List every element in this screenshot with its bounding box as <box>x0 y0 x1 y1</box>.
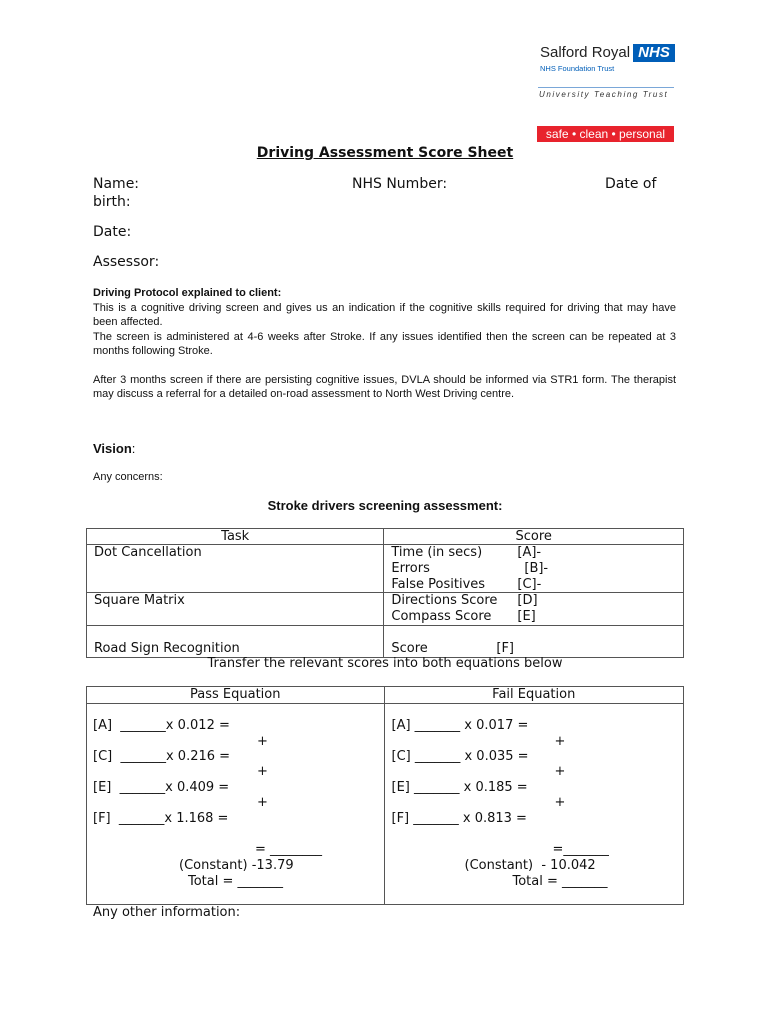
score-column-header: Score <box>384 529 684 545</box>
fail-total: Total = _______ <box>512 874 608 889</box>
score-code: [B]- <box>524 560 549 576</box>
table-row <box>87 593 684 626</box>
score-label: Directions Score <box>391 593 498 609</box>
teaching-trust-label: University Teaching Trust <box>539 90 669 99</box>
score-code: [D] <box>517 593 538 609</box>
date-field-label: Date: <box>93 224 132 240</box>
dob-field-label-cont: birth: <box>93 194 131 210</box>
foundation-trust-label: NHS Foundation Trust <box>540 64 615 73</box>
fail-equation-header: Fail Equation <box>384 687 684 704</box>
logo-divider <box>538 87 674 88</box>
transfer-instructions: Transfer the relevant scores into both equations below <box>207 656 563 671</box>
score-cell <box>384 593 684 626</box>
task-cell: Road Sign Recognition <box>87 625 384 657</box>
protocol-paragraph-2: The screen is administered at 4-6 weeks after Stroke. If any issues identified then the screen can be repeated at 3 months following Stroke. <box>93 330 676 357</box>
pass-line-a: [A] _______x 0.012 = <box>93 718 230 733</box>
pass-equation-cell <box>87 704 385 905</box>
fail-line-f: [F] _______ x 0.813 = <box>391 811 527 826</box>
fail-line-a: [A] _______ x 0.017 = <box>391 718 529 733</box>
score-code: [F] <box>496 640 514 656</box>
dob-field-label: Date of <box>605 176 657 192</box>
fail-constant: (Constant) - 10.042 <box>464 858 596 873</box>
other-information-label: Any other information: <box>93 905 241 920</box>
fail-line-e: [E] _______ x 0.185 = <box>391 780 528 795</box>
fail-line-c: [C] _______ x 0.035 = <box>391 749 529 764</box>
assessor-field-label: Assessor: <box>93 254 160 270</box>
table-row <box>87 545 684 593</box>
pass-sum-line: = ________ <box>255 842 323 857</box>
plus-sign: + <box>257 795 268 810</box>
vision-label <box>93 441 135 456</box>
pass-line-e: [E] _______x 0.409 = <box>93 780 230 795</box>
task-cell: Square Matrix <box>87 593 384 626</box>
table-row <box>87 625 684 657</box>
concerns-label: Any concerns: <box>93 471 163 483</box>
protocol-paragraph-1: This is a cognitive driving screen and gives us an indication if the cognitive skills required for driving that may have been affected. <box>93 301 676 328</box>
plus-sign: + <box>257 764 268 779</box>
table-header-row <box>87 529 684 545</box>
pass-line-c: [C] _______x 0.216 = <box>93 749 231 764</box>
pass-constant: (Constant) -13.79 <box>179 858 294 873</box>
vision-colon: : <box>131 441 136 456</box>
protocol-section <box>93 286 676 402</box>
plus-sign: + <box>554 795 566 810</box>
table-row <box>87 704 684 905</box>
name-field-label: Name: <box>93 176 140 192</box>
screening-table <box>86 528 684 658</box>
score-code: [A]- <box>517 545 542 560</box>
protocol-heading: Driving Protocol explained to client: <box>93 287 282 299</box>
plus-sign: + <box>554 734 566 749</box>
score-label: Errors <box>391 560 430 576</box>
score-label: Compass Score <box>391 609 492 625</box>
score-label: False Positives <box>391 576 486 592</box>
fail-equation-cell <box>384 704 684 905</box>
screening-title: Stroke drivers screening assessment: <box>267 498 503 513</box>
task-column-header: Task <box>87 529 384 545</box>
score-code: [E] <box>517 609 536 625</box>
page-title: Driving Assessment Score Sheet <box>256 145 514 161</box>
score-label: Time (in secs) <box>391 545 483 560</box>
vision-heading: Vision <box>93 441 132 456</box>
task-cell: Dot Cancellation <box>87 545 384 593</box>
protocol-paragraph-3: After 3 months screen if there are persisting cognitive issues, DVLA should be informed via STR1 form. The therapist may discuss a referral for a detailed on-road assessment to North West Driving centre. <box>93 373 676 400</box>
plus-sign: + <box>554 764 566 779</box>
score-cell <box>384 545 684 593</box>
score-code: [C]- <box>517 576 542 592</box>
score-cell <box>384 625 684 657</box>
equations-table <box>86 686 684 905</box>
nhs-number-field-label: NHS Number: <box>352 176 448 192</box>
tagline-banner: safe • clean • personal <box>537 126 674 142</box>
pass-equation-header: Pass Equation <box>87 687 385 704</box>
fail-sum-line: =_______ <box>552 842 609 857</box>
nhs-logo-badge: NHS <box>633 44 675 62</box>
table-header-row <box>87 687 684 704</box>
pass-total: Total = _______ <box>188 874 284 889</box>
org-name: Salford Royal <box>540 44 631 61</box>
plus-sign: + <box>257 734 268 749</box>
pass-line-f: [F] _______x 1.168 = <box>93 811 229 826</box>
score-label: Score <box>391 640 428 656</box>
